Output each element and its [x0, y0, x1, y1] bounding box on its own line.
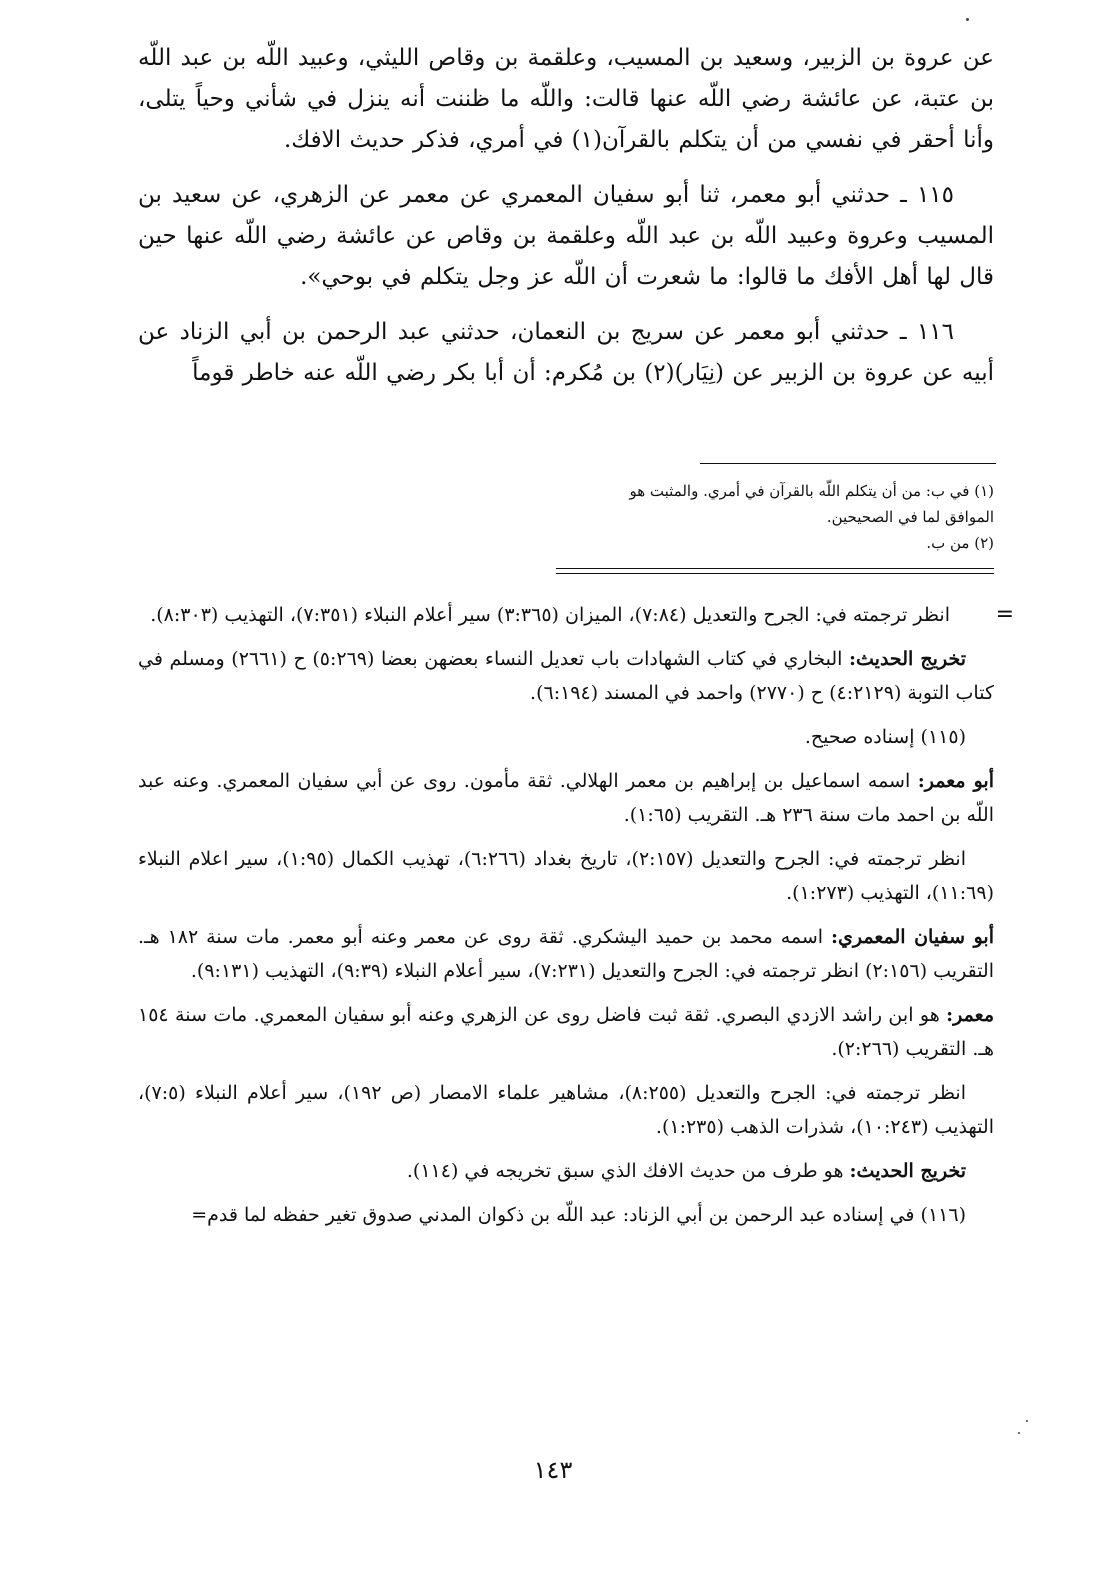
- footnote-separator: [700, 463, 996, 464]
- note-mamar: [138, 998, 994, 1066]
- footnote-2: (٢) من ب.: [926, 534, 994, 552]
- notes-separator: [556, 568, 994, 574]
- note-abu-mamar-sources: انظر ترجمته في: الجرح والتعديل (٢:١٥٧)، تاريخ بغداد (٦:٢٦٦)، تهذيب الكمال (١:٩٥)، سير اعلام النبلاء (١١:٦٩)، التهذيب (١:٢٧٣).: [138, 848, 994, 904]
- note-label: أبو سفيان المعمري:: [831, 926, 994, 948]
- scan-speck: [1018, 1432, 1020, 1434]
- page-number: ١٤٣: [533, 1456, 573, 1484]
- note-mamar-sources: انظر ترجمته في: الجرح والتعديل (٨:٢٥٥)، مشاهير علماء الامصار (ص ١٩٢)، سير أعلام النبلاء (٧:٥)، التهذيب (١٠:٢٤٣)، شذرات الذهب (١:٢٣٥).: [138, 1082, 994, 1138]
- note-body: البخاري في كتاب الشهادات باب تعديل النساء بعضهن بعضا (٥:٢٦٩) ح (٢٦٦١) ومسلم في كتاب التوبة (٤:٢١٢٩) ح (٢٧٧٠) واحمد في المسند (٦:١٩٤).: [138, 648, 994, 704]
- note-takhrij-115: [138, 1154, 994, 1188]
- note-abu-sufyan: [138, 920, 994, 988]
- note-isnad-116: (١١٦) في إسناده عبد الرحمن بن أبي الزناد: عبد اللّه بن ذكوان المدني صدوق تغير حفظه لما قدم=: [191, 1204, 966, 1226]
- note-biography-sources: انظر ترجمته في: الجرح والتعديل (٧:٨٤)، الميزان (٣:٣٦٥) سير أعلام النبلاء (٧:٣٥١)، التهذيب (٨:٣٠٣).: [150, 604, 950, 626]
- footnotes: [600, 478, 994, 556]
- scan-speck: [1026, 1420, 1028, 1422]
- scan-speck: [966, 18, 969, 21]
- note-label: تخريج الحديث:: [849, 648, 966, 670]
- note-body: هو طرف من حديث الافك الذي سبق تخريجه في (١١٤).: [406, 1160, 850, 1182]
- note-label: أبو معمر:: [917, 770, 994, 792]
- note-body: اسمه محمد بن حميد اليشكري. ثقة روى عن معمر وعنه أبو معمر. مات سنة ١٨٢ هـ. التقريب (٢:١٥٦) انظر ترجمته في: الجرح والتعديل (٧:٢٣١)، سير أعلام النبلاء (٩:٣٩)، التهذيب (٩:١٣١).: [138, 926, 994, 982]
- note-label: تخريج الحديث:: [849, 1160, 966, 1182]
- note-body: هو ابن راشد الازدي البصري. ثقة ثبت فاضل روى عن الزهري وعنه أبو سفيان المعمري. مات سنة ١٥٤ هـ. التقريب (٢:٢٦٦).: [138, 1004, 994, 1060]
- main-text: [138, 38, 994, 408]
- note-body: اسمه اسماعيل بن إبراهيم بن معمر الهلالي. ثقة مأمون. روى عن أبي سفيان المعمري. وعنه عبد اللّه بن احمد مات سنة ٢٣٦ هـ. التقريب (١:٦٥).: [138, 770, 994, 826]
- main-paragraph-1: عن عروة بن الزبير، وسعيد بن المسيب، وعلقمة بن وقاص الليثي، وعبيد اللّه بن عبد اللّه بن عتبة، عن عائشة رضي اللّه عنها قالت: واللّه ما ظننت أنه ينزل في شأني وحياً يتلى، وأنا أحقر في نفسي من أن يتكلم بالقرآن(١) في أمري، فذكر حديث الافك.: [138, 45, 994, 153]
- note-abu-mamar: [138, 764, 994, 832]
- hadith-116: ١١٦ ـ حدثني أبو معمر عن سريج بن النعمان، حدثني عبد الرحمن بن أبي الزناد عن أبيه عن عروة بن الزبير عن (نِيَار)(٢) بن مُكرم: أن أبا بكر رضي اللّه عنه خاطر قوماً: [138, 319, 994, 386]
- commentary-notes: [138, 598, 994, 1242]
- note-label: معمر:: [946, 1004, 994, 1026]
- footnote-1: (١) في ب: من أن يتكلم اللّه بالقرآن في أمري. والمثبت هو الموافق لما في الصحيحين.: [629, 482, 994, 526]
- note-isnad-115: (١١٥) إسناده صحيح.: [804, 726, 966, 748]
- hadith-115: ١١٥ ـ حدثني أبو معمر، ثنا أبو سفيان المعمري عن معمر عن الزهري، عن سعيد بن المسيب وعروة وعبيد اللّه بن عبد اللّه وعلقمة بن وقاص عن عائشة رضي اللّه عنها حين قال لها أهل الأفك ما قالوا: ما شعرت أن اللّه عز وجل يتكلم في بوحي».: [138, 182, 994, 290]
- note-takhrij-114: [138, 642, 994, 710]
- continuation-mark: =: [995, 602, 1014, 627]
